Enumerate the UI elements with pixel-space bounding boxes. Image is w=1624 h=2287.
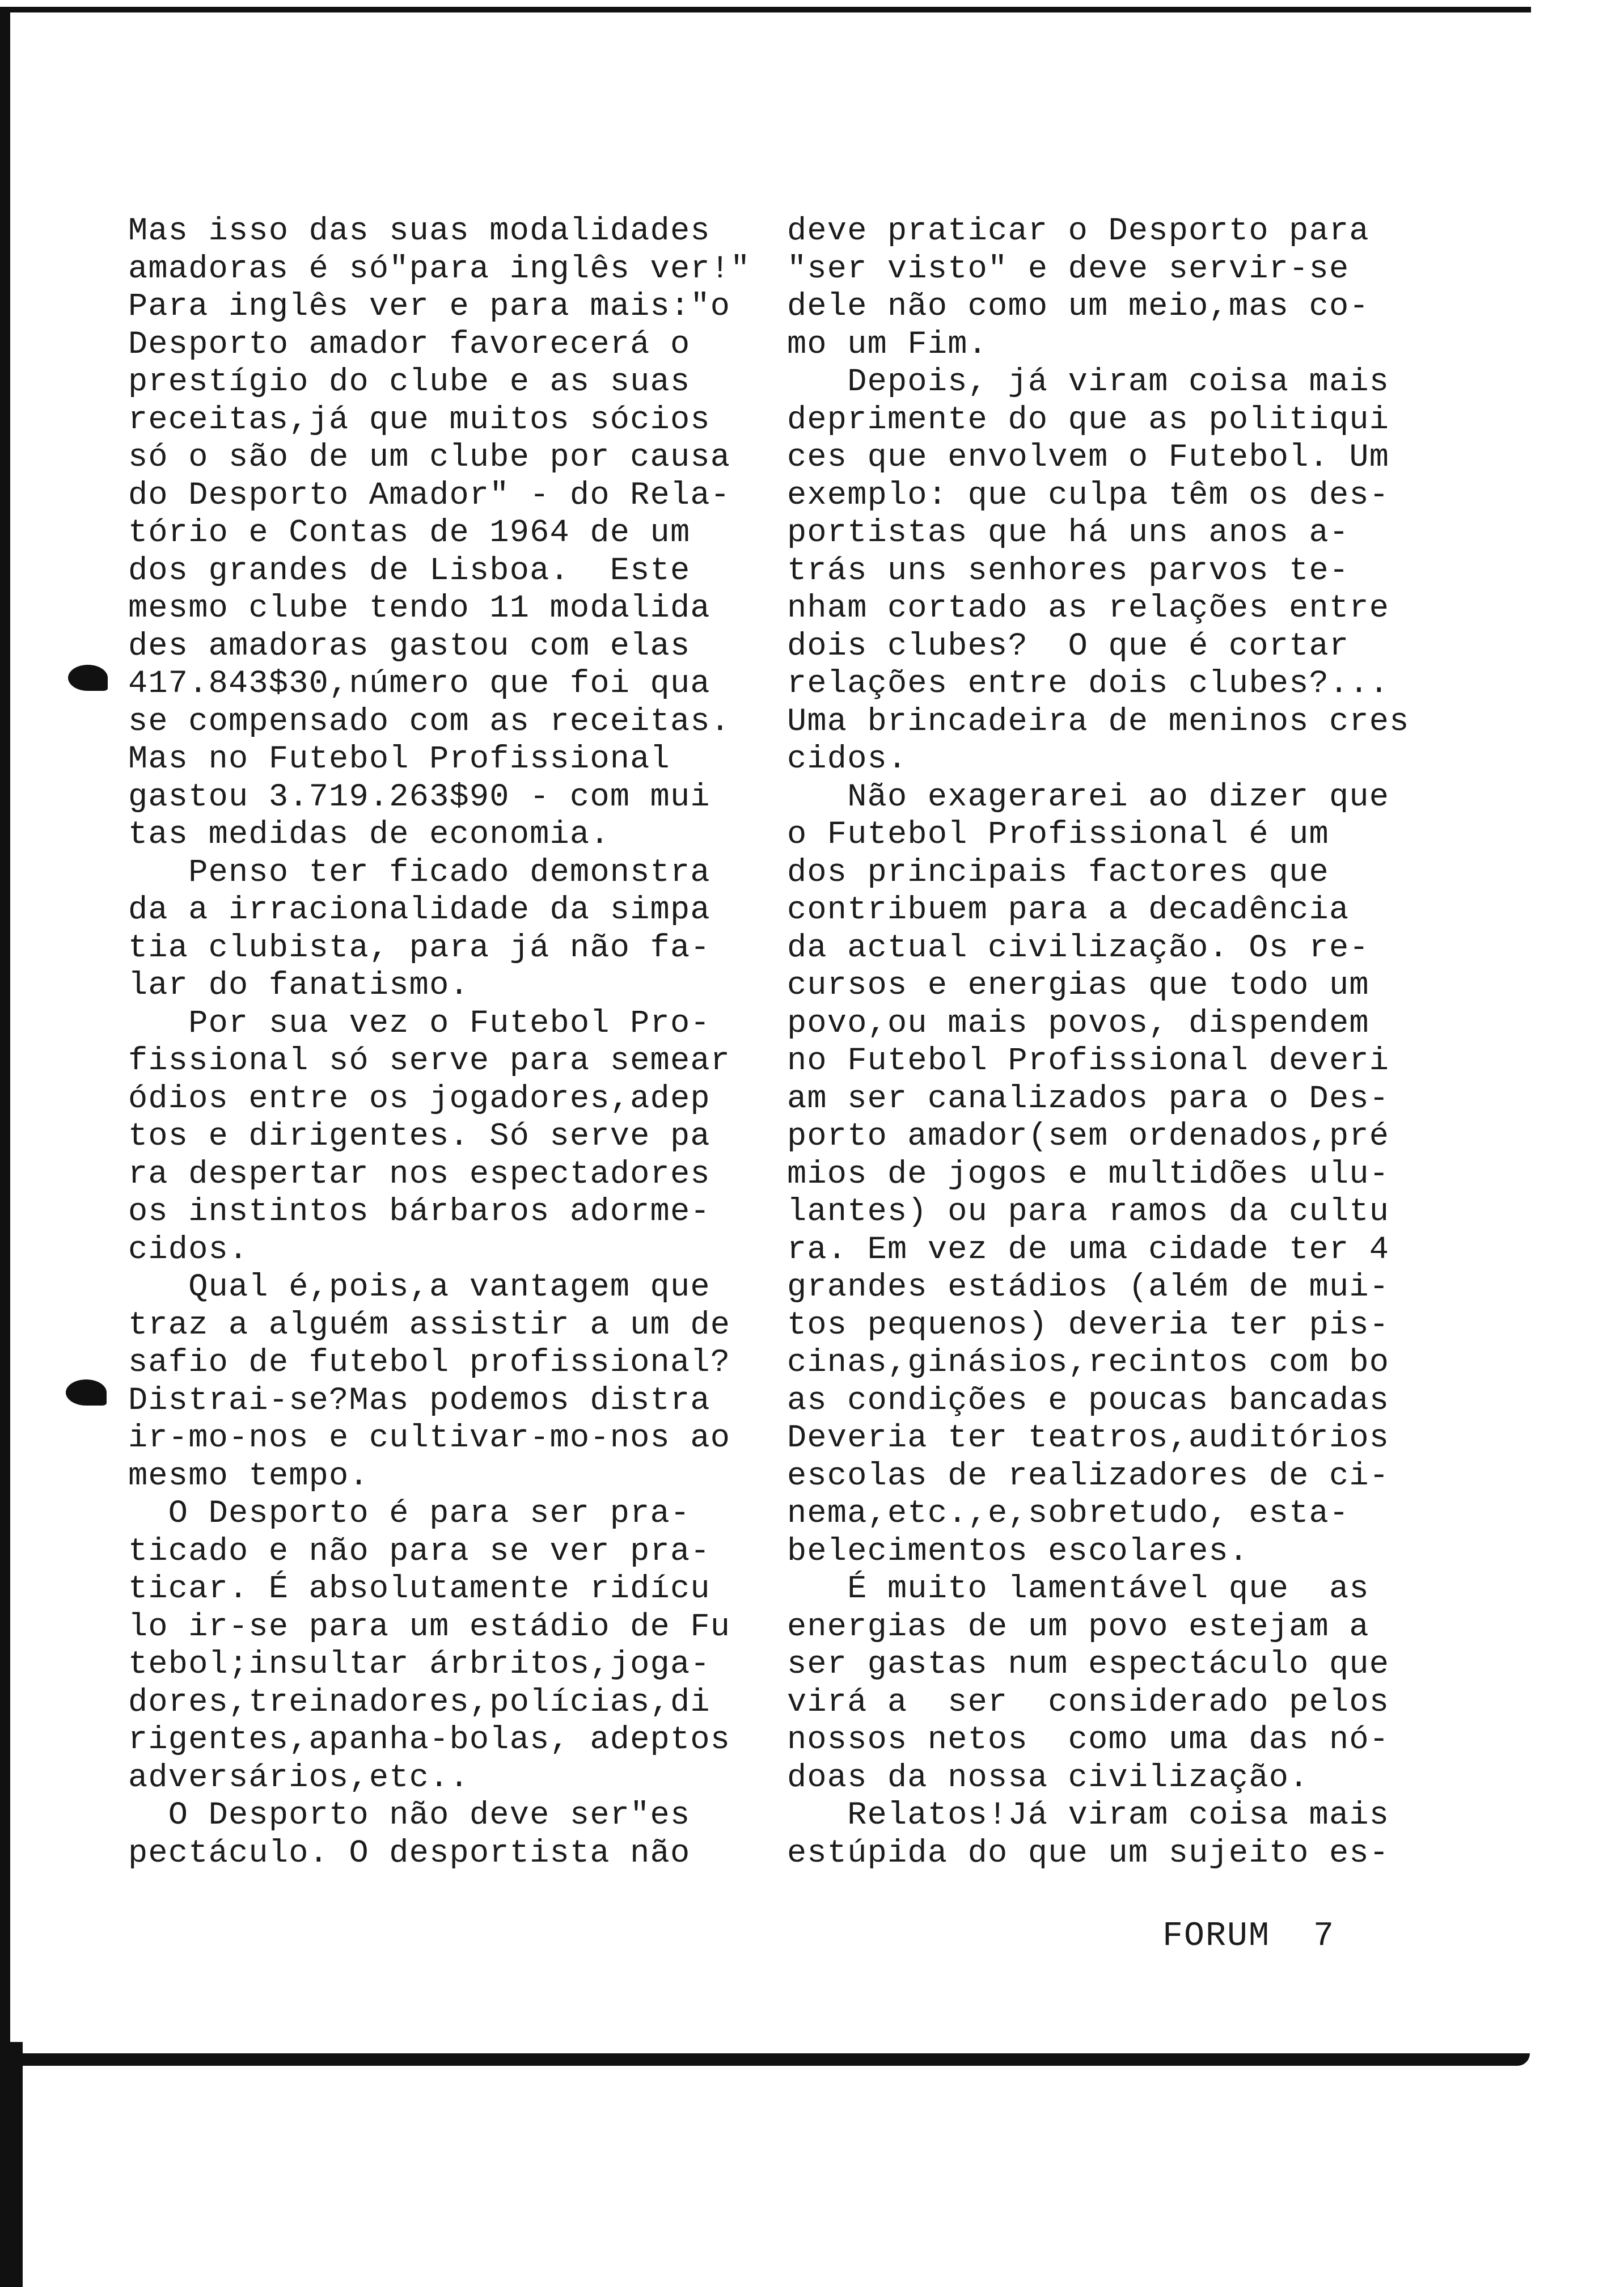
text-line: Não exagerarei ao dizer que <box>787 779 1390 816</box>
text-line: estúpida do que um sujeito es- <box>787 1835 1390 1872</box>
text-line: doas da nossa civilização. <box>787 1759 1309 1796</box>
text-line: da actual civilização. Os re- <box>787 930 1369 967</box>
text-line: É muito lamentável que as <box>787 1571 1369 1607</box>
text-line: Desporto amador favorecerá o <box>128 326 691 363</box>
text-line: nham cortado as relações entre <box>787 590 1390 627</box>
text-line: O Desporto não deve ser"es <box>128 1797 691 1834</box>
text-line: lantes) ou para ramos da cultu <box>787 1194 1390 1230</box>
text-line: Mas no Futebol Profissional <box>128 741 670 778</box>
text-line: dois clubes? O que é cortar <box>787 628 1350 665</box>
text-line: as condições e poucas bancadas <box>787 1382 1390 1419</box>
text-line: traz a alguém assistir a um de <box>128 1307 731 1344</box>
text-line: da a irracionalidade da simpa <box>128 892 710 929</box>
text-line: ticar. É absolutamente ridícu <box>128 1571 710 1607</box>
text-line: tório e Contas de 1964 de um <box>128 515 691 551</box>
text-line: contribuem para a decadência <box>787 892 1350 929</box>
text-line: Qual é,pois,a vantagem que <box>128 1269 710 1306</box>
text-line: lo ir-se para um estádio de Fu <box>128 1609 731 1645</box>
page-edge-bottom <box>10 2053 1530 2066</box>
text-line: cidos. <box>128 1231 249 1268</box>
text-line: mios de jogos e multidões ulu- <box>787 1156 1390 1193</box>
text-line: Penso ter ficado demonstra <box>128 854 710 891</box>
text-line: des amadoras gastou com elas <box>128 628 691 665</box>
text-line: "ser visto" e deve servir-se <box>787 251 1350 288</box>
text-line: Deveria ter teatros,auditórios <box>787 1420 1390 1457</box>
page-edge-corner <box>0 2042 23 2287</box>
text-line: fissional só serve para semear <box>128 1043 731 1079</box>
ink-mark <box>68 665 108 691</box>
text-line: adversários,etc.. <box>128 1759 470 1796</box>
text-line: se compensado com as receitas. <box>128 703 731 740</box>
text-line: mo um Fim. <box>787 326 988 363</box>
text-line: ser gastas num espectáculo que <box>787 1647 1390 1683</box>
text-line: pectáculo. O desportista não <box>128 1835 691 1872</box>
text-line: ticado e não para se ver pra- <box>128 1533 710 1570</box>
page-edge-left <box>0 7 10 2049</box>
text-line: ra. Em vez de uma cidade ter 4 <box>787 1231 1390 1268</box>
text-line: lar do fanatismo. <box>128 968 470 1004</box>
text-line: dores,treinadores,polícias,di <box>128 1684 710 1721</box>
text-line: do Desporto Amador" - do Rela- <box>128 477 731 514</box>
text-line: os instintos bárbaros adorme- <box>128 1194 710 1230</box>
text-line: dele não como um meio,mas co- <box>787 289 1369 325</box>
text-line: só o são de um clube por causa <box>128 440 731 476</box>
text-line: escolas de realizadores de ci- <box>787 1458 1390 1495</box>
text-line: O Desporto é para ser pra- <box>128 1496 691 1532</box>
text-line: dos grandes de Lisboa. Este <box>128 552 691 589</box>
text-line: no Futebol Profissional deveri <box>787 1043 1390 1079</box>
text-line: Depois, já viram coisa mais <box>787 364 1390 400</box>
text-line: virá a ser considerado pelos <box>787 1684 1390 1721</box>
text-line: 417.843$30,número que foi qua <box>128 666 710 702</box>
text-line: ir-mo-nos e cultivar-mo-nos ao <box>128 1420 731 1457</box>
text-line: Por sua vez o Futebol Pro- <box>128 1005 710 1042</box>
text-line: ódios entre os jogadores,adep <box>128 1081 710 1117</box>
text-line: tia clubista, para já não fa- <box>128 930 710 967</box>
page-footer: FORUM 7 <box>1162 1917 1335 1956</box>
text-line: nema,etc.,e,sobretudo, esta- <box>787 1496 1350 1532</box>
page-edge-top <box>0 7 1531 12</box>
left-column <box>128 213 751 1872</box>
text-line: Distrai-se?Mas podemos distra <box>128 1382 710 1419</box>
text-line: trás uns senhores parvos te- <box>787 552 1350 589</box>
text-line: nossos netos como uma das nó- <box>787 1722 1390 1758</box>
text-line: rigentes,apanha-bolas, adeptos <box>128 1722 731 1758</box>
text-line: grandes estádios (além de mui- <box>787 1269 1390 1306</box>
text-line: porto amador(sem ordenados,pré <box>787 1119 1390 1155</box>
text-line: deve praticar o Desporto para <box>787 213 1369 250</box>
ink-mark <box>66 1379 107 1406</box>
text-line: tos pequenos) deveria ter pis- <box>787 1307 1390 1344</box>
text-line: tos e dirigentes. Só serve pa <box>128 1119 710 1155</box>
text-line: Uma brincadeira de meninos cres <box>787 703 1410 740</box>
text-line: o Futebol Profissional é um <box>787 817 1329 853</box>
text-line: ra despertar nos espectadores <box>128 1156 710 1193</box>
text-line: exemplo: que culpa têm os des- <box>787 477 1390 514</box>
text-line: gastou 3.719.263$90 - com mui <box>128 779 710 816</box>
text-line: cinas,ginásios,recintos com bo <box>787 1345 1390 1381</box>
text-line: relações entre dois clubes?... <box>787 666 1390 702</box>
text-line: Mas isso das suas modalidades <box>128 213 710 250</box>
text-line: Para inglês ver e para mais:"o <box>128 289 731 325</box>
text-line: receitas,já que muitos sócios <box>128 402 710 438</box>
text-line: tebol;insultar árbritos,joga- <box>128 1647 710 1683</box>
text-line: cursos e energias que todo um <box>787 968 1369 1004</box>
text-line: belecimentos escolares. <box>787 1533 1249 1570</box>
text-line: prestígio do clube e as suas <box>128 364 691 400</box>
text-line: mesmo clube tendo 11 modalida <box>128 590 710 627</box>
text-line: am ser canalizados para o Des- <box>787 1081 1390 1117</box>
text-line: amadoras é só"para inglês ver!" <box>128 251 751 288</box>
text-line: ces que envolvem o Futebol. Um <box>787 440 1390 476</box>
text-line: cidos. <box>787 741 908 778</box>
right-column <box>787 213 1410 1872</box>
text-line: tas medidas de economia. <box>128 817 610 853</box>
text-line: portistas que há uns anos a- <box>787 515 1350 551</box>
text-line: dos principais factores que <box>787 854 1329 891</box>
text-line: mesmo tempo. <box>128 1458 369 1495</box>
text-line: Relatos!Já viram coisa mais <box>787 1797 1390 1834</box>
text-line: energias de um povo estejam a <box>787 1609 1369 1645</box>
text-line: safio de futebol profissional? <box>128 1345 731 1381</box>
text-line: deprimente do que as politiqui <box>787 402 1390 438</box>
text-line: povo,ou mais povos, dispendem <box>787 1005 1369 1042</box>
